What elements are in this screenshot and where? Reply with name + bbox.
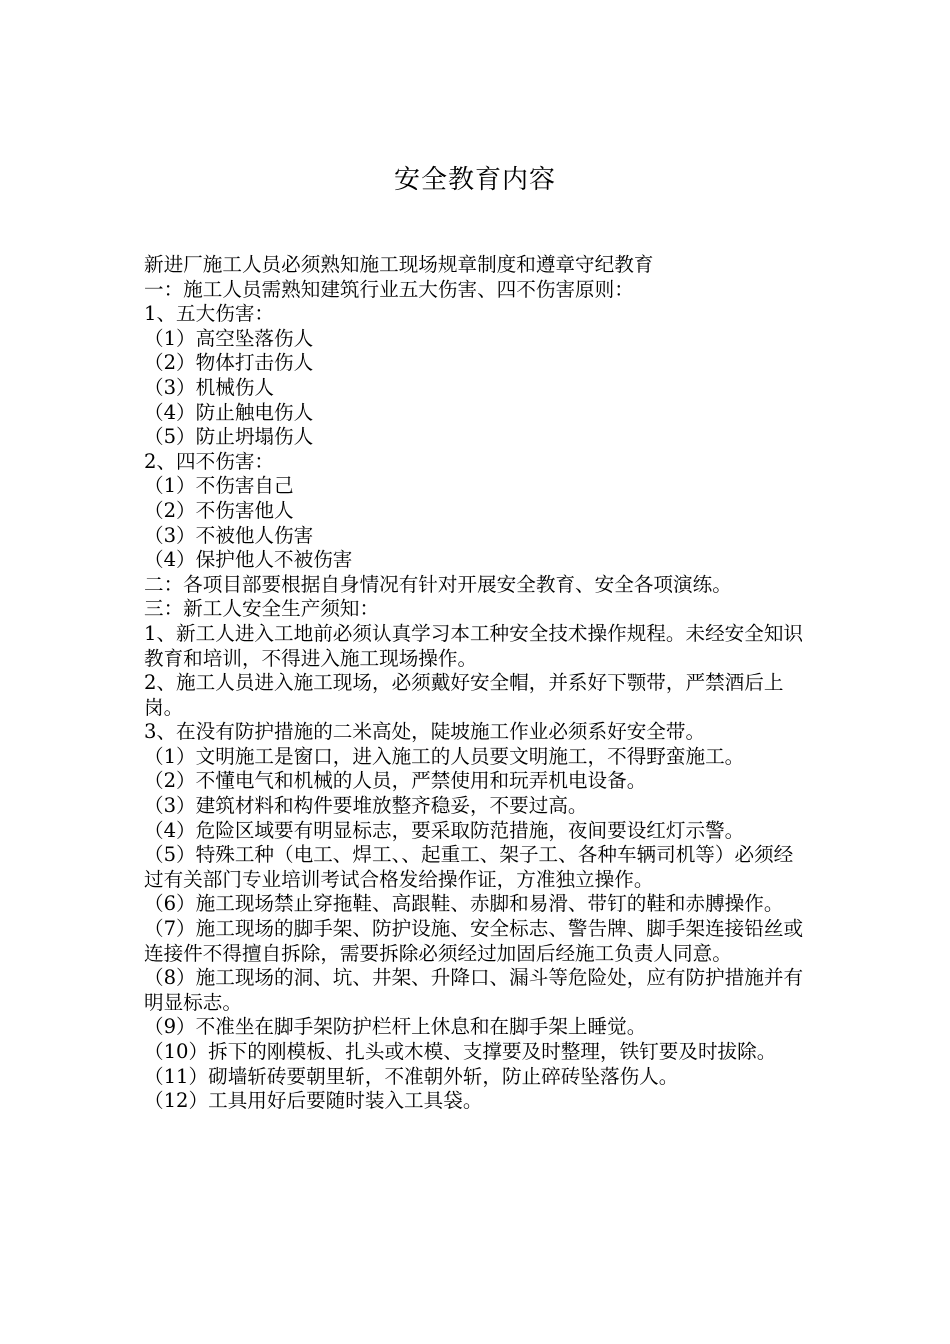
paragraph: （3）不被他人伤害 (144, 523, 314, 547)
paragraph: （4）危险区域要有明显标志，要采取防范措施，夜间要设红灯示警。 (144, 818, 745, 842)
paragraph: （5）防止坍塌伤人 (144, 425, 314, 449)
paragraph: 1、五大伤害： (144, 302, 275, 326)
paragraph: （2）不懂电气和机械的人员，严禁使用和玩弄机电设备。 (144, 769, 647, 793)
paragraph: （1）文明施工是窗口，进入施工的人员要文明施工，不得野蛮施工。 (144, 744, 745, 768)
paragraph: 二：各项目部要根据自身情况有针对开展安全教育、安全各项演练。 (144, 572, 732, 596)
paragraph: （2）不伤害他人 (144, 498, 294, 522)
paragraph: 3、在没有防护措施的二米高处，陡坡施工作业必须系好安全带。 (144, 720, 706, 744)
paragraph: （9）不准坐在脚手架防护栏杆上休息和在脚手架上睡觉。 (144, 1015, 647, 1039)
paragraph: （11）砌墙斩砖要朝里斩，不准朝外斩，防止碎砖坠落伤人。 (144, 1064, 679, 1088)
paragraph: （1）高空坠落伤人 (144, 326, 314, 350)
document-title: 安全教育内容 (393, 165, 556, 195)
paragraph: （3）建筑材料和构件要堆放整齐稳妥，不要过高。 (144, 794, 588, 818)
document-body (144, 253, 809, 1114)
paragraph: 2、四不伤害： (144, 449, 275, 473)
paragraph: （3）机械伤人 (144, 375, 275, 399)
paragraph: （12）工具用好后要随时装入工具袋。 (144, 1089, 483, 1113)
paragraph: 1、新工人进入工地前必须认真学习本工种安全技术操作规程。未经安全知识教育和培训，不得进入施工现场操作。 (144, 621, 804, 670)
paragraph: （1）不伤害自己 (144, 474, 294, 498)
paragraph: （2）物体打击伤人 (144, 351, 314, 375)
paragraph: （8）施工现场的洞、坑、井架、升降口、漏斗等危险处，应有防护措施并有明显标志。 (144, 966, 804, 1014)
paragraph: 三：新工人安全生产须知： (144, 597, 380, 621)
paragraph: （10）拆下的刚模板、扎头或木模、支撑要及时整理，铁钉要及时拔除。 (144, 1040, 777, 1063)
paragraph: 一：施工人员需熟知建筑行业五大伤害、四不伤害原则： (144, 277, 634, 301)
paragraph: （6）施工现场禁止穿拖鞋、高跟鞋、赤脚和易滑、带钉的鞋和赤膊操作。 (144, 892, 784, 916)
paragraph: 新进厂施工人员必须熟知施工现场规章制度和遵章守纪教育 (144, 253, 654, 276)
paragraph: 2、施工人员进入施工现场，必须戴好安全帽，并系好下颚带，严禁酒后上岗。 (144, 671, 784, 719)
paragraph: （4）防止触电伤人 (144, 400, 314, 424)
paragraph: （5）特殊工种（电工、焊工、、起重工、架子工、各种车辆司机等）必须经过有关部门专业培训考试合格发给操作证，方准独立操作。 (144, 843, 794, 891)
paragraph: （7）施工现场的脚手架、防护设施、安全标志、警告牌、脚手架连接铅丝或连接件不得擅自拆除，需要拆除必须经过加固后经施工负责人同意。 (144, 917, 804, 965)
paragraph: （4）保护他人不被伤害 (144, 548, 353, 572)
